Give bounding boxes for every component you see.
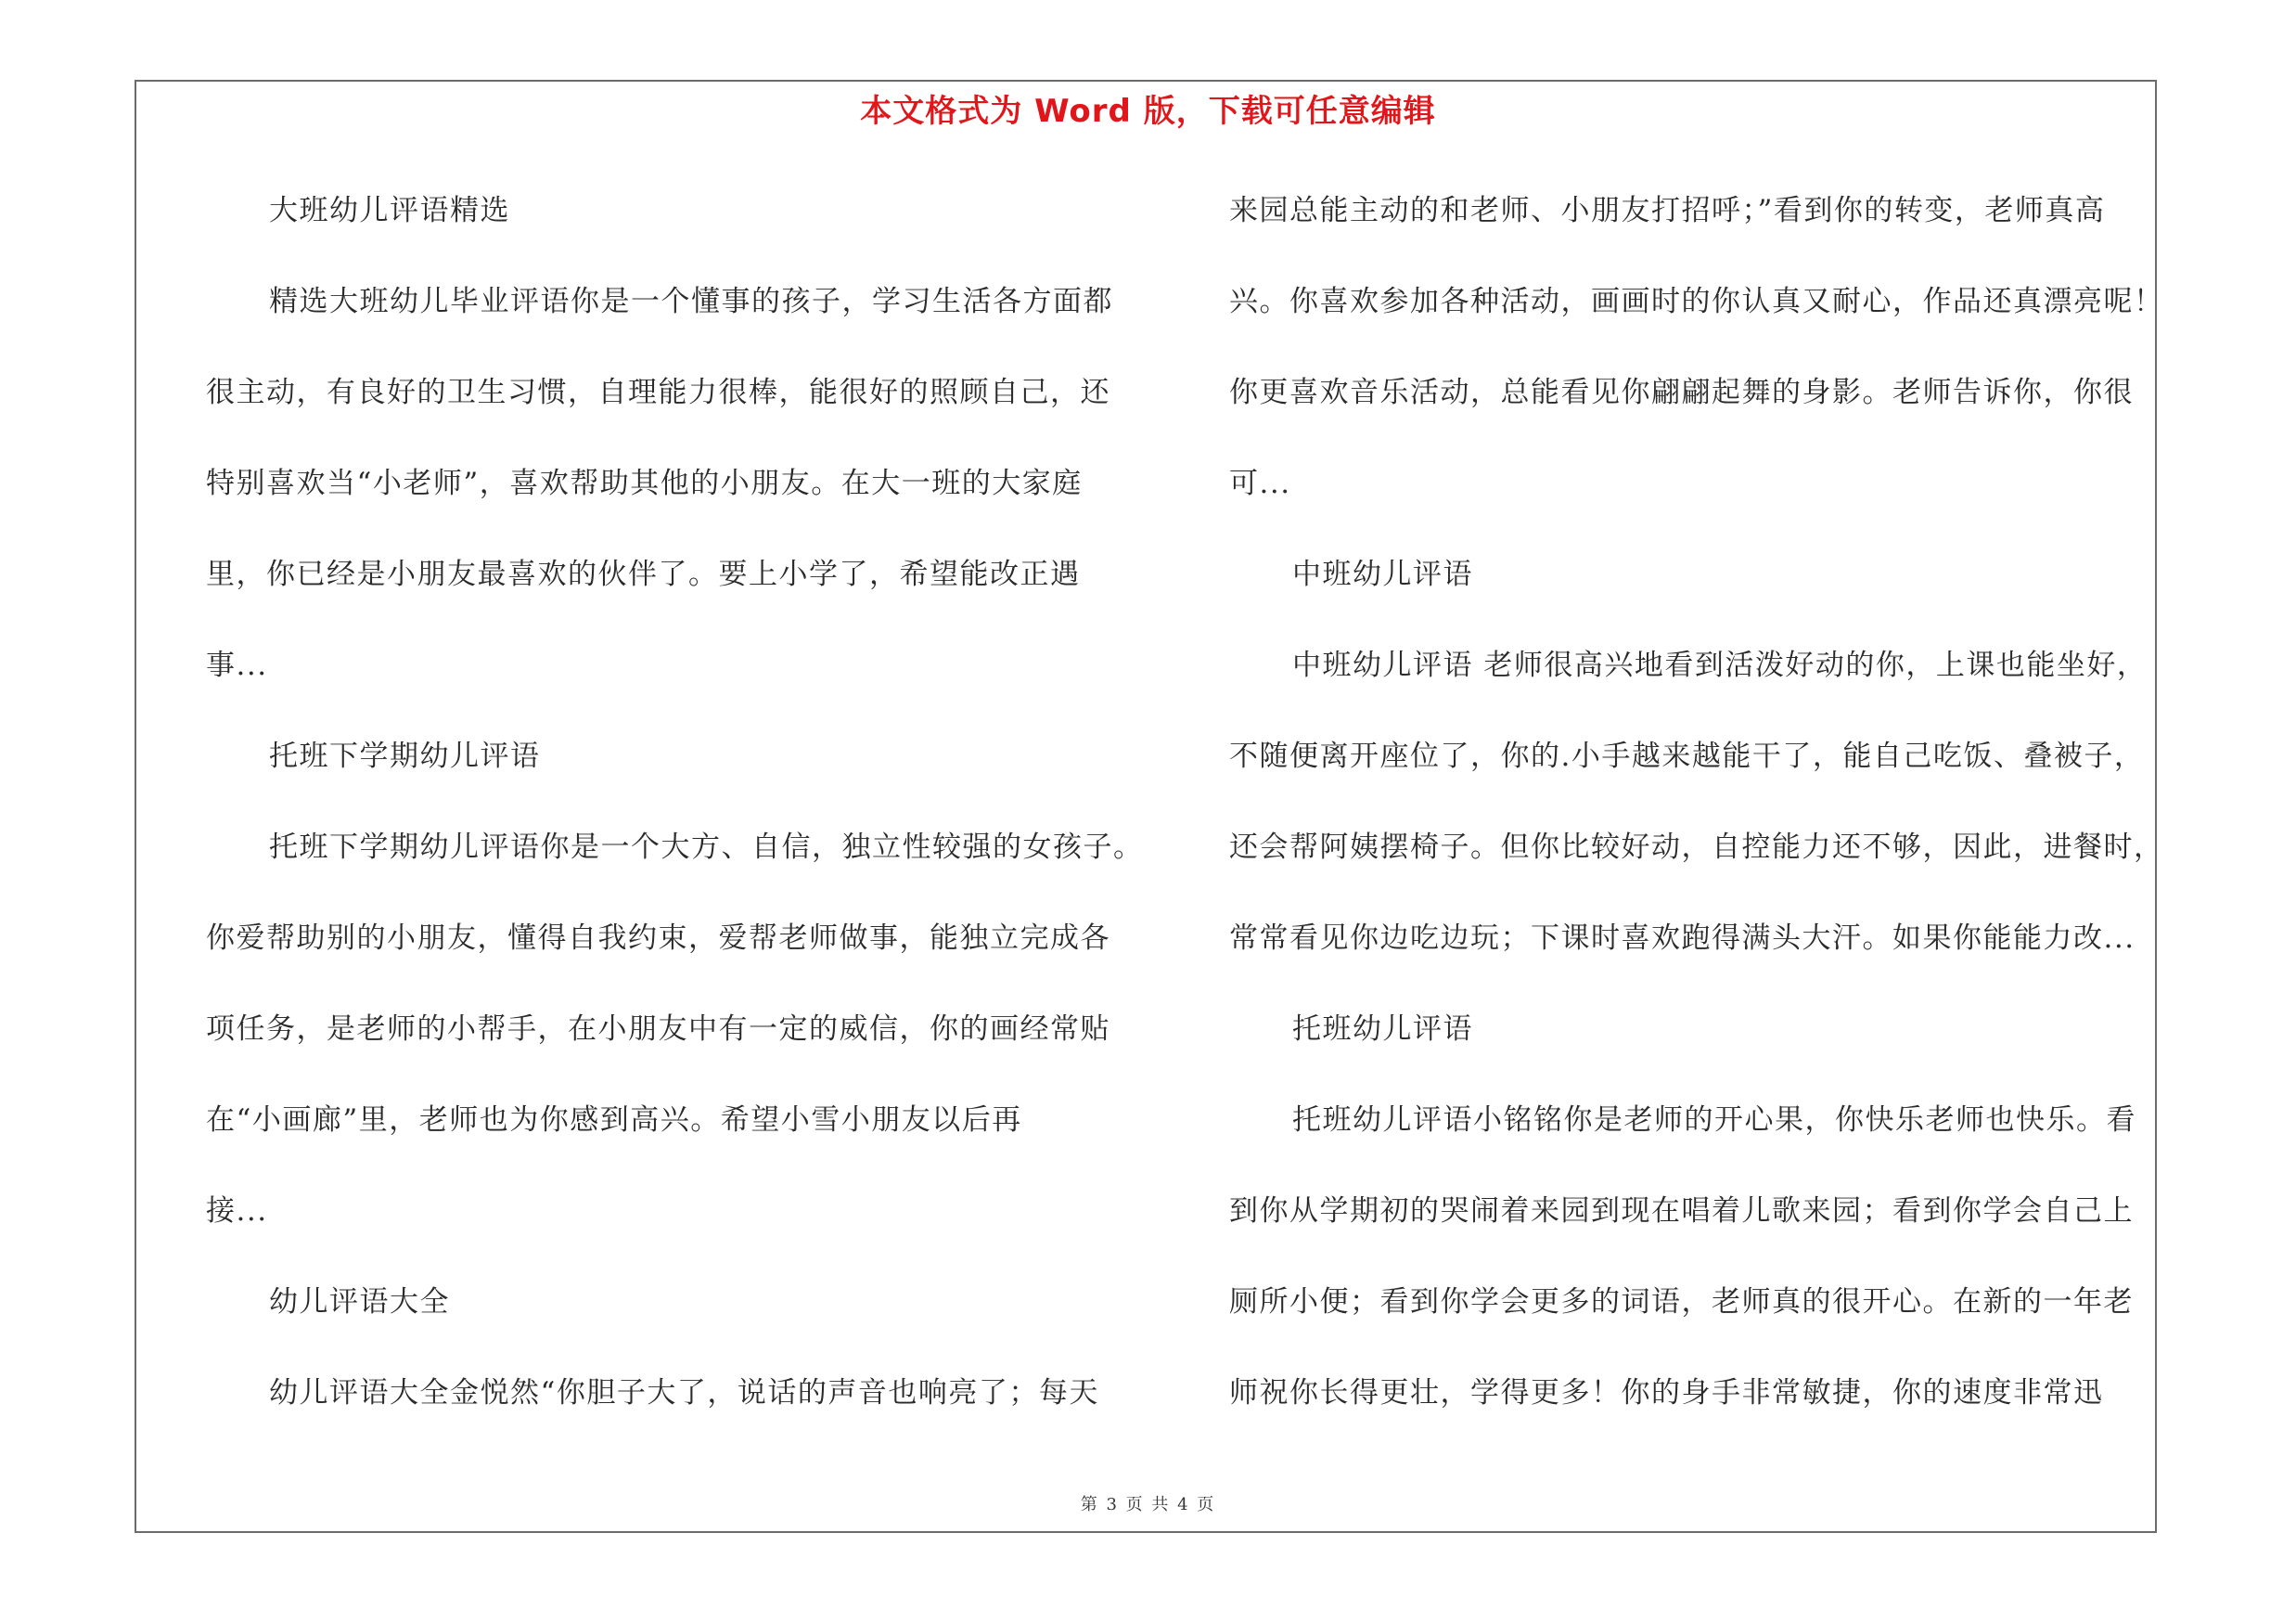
text-line: 幼儿评语大全金悦然“你胆子大了，说话的声音也响亮了；每天 [269,1376,1099,1410]
text-line: 兴。你喜欢参加各种活动，画画时的你认真又耐心，作品还真漂亮呢！ [1229,285,2164,318]
text-line: 特别喜欢当“小老师”，喜欢帮助其他的小朋友。在大一班的大家庭 [206,467,1083,500]
text-line: 师祝你长得更壮，学得更多！你的身手非常敏捷，你的速度非常迅 [1229,1376,2104,1410]
text-line: 到你从学期初的哭闹着来园到现在唱着儿歌来园；看到你学会自己上 [1229,1194,2134,1228]
text-line: 厕所小便；看到你学会更多的词语，老师真的很开心。在新的一年老 [1229,1285,2134,1319]
text-line: 来园总能主动的和老师、小朋友打招呼；”看到你的转变，老师真高 [1229,194,2106,227]
text-line: 幼儿评语大全 [269,1285,450,1319]
text-line: 大班幼儿评语精选 [269,194,510,227]
text-line: 托班幼儿评语小铭铭你是老师的开心果，你快乐老师也快乐。看 [1292,1103,2136,1137]
text-line: 还会帮阿姨摆椅子。但你比较好动，自控能力还不够，因此，进餐时， [1229,831,2164,864]
text-line: 不随便离开座位了，你的.小手越来越能干了，能自己吃饭、叠被子， [1229,740,2145,773]
text-line: 事... [206,649,268,682]
text-line: 接... [206,1194,268,1228]
text-line: 中班幼儿评语 老师很高兴地看到活泼好动的你，上课也能坐好， [1292,649,2148,682]
text-line: 在“小画廊”里，老师也为你感到高兴。希望小雪小朋友以后再 [206,1103,1022,1137]
right-column [1229,183,2164,1456]
word-format-banner: 本文格式为 Word 版，下载可任意编辑 [860,93,1436,130]
text-line: 托班下学期幼儿评语你是一个大方、自信，独立性较强的女孩子。 [269,831,1144,864]
text-line: 托班下学期幼儿评语 [269,740,541,773]
text-line: 项任务，是老师的小帮手，在小朋友中有一定的威信，你的画经常贴 [206,1012,1110,1046]
text-line: 托班幼儿评语 [1292,1012,1473,1046]
text-line: 常常看见你边吃边玩；下课时喜欢跑得满头大汗。如果你能能力改... [1229,921,2136,955]
text-line: 很主动，有良好的卫生习惯，自理能力很棒，能很好的照顾自己，还 [206,376,1110,409]
text-line: 里，你已经是小朋友最喜欢的伙伴了。要上小学了，希望能改正遇 [206,558,1081,591]
text-line: 可... [1229,467,1291,500]
left-column [206,183,1144,1456]
text-line: 你更喜欢音乐活动，总能看见你翩翩起舞的身影。老师告诉你，你很 [1229,376,2134,409]
text-line: 你爱帮助别的小朋友，懂得自我约束，爱帮老师做事，能独立完成各 [206,921,1110,955]
text-line: 精选大班幼儿毕业评语你是一个懂事的孩子，学习生活各方面都 [269,285,1113,318]
text-line: 中班幼儿评语 [1292,558,1473,591]
page-number-footer: 第 3 页 共 4 页 [1080,1495,1216,1514]
